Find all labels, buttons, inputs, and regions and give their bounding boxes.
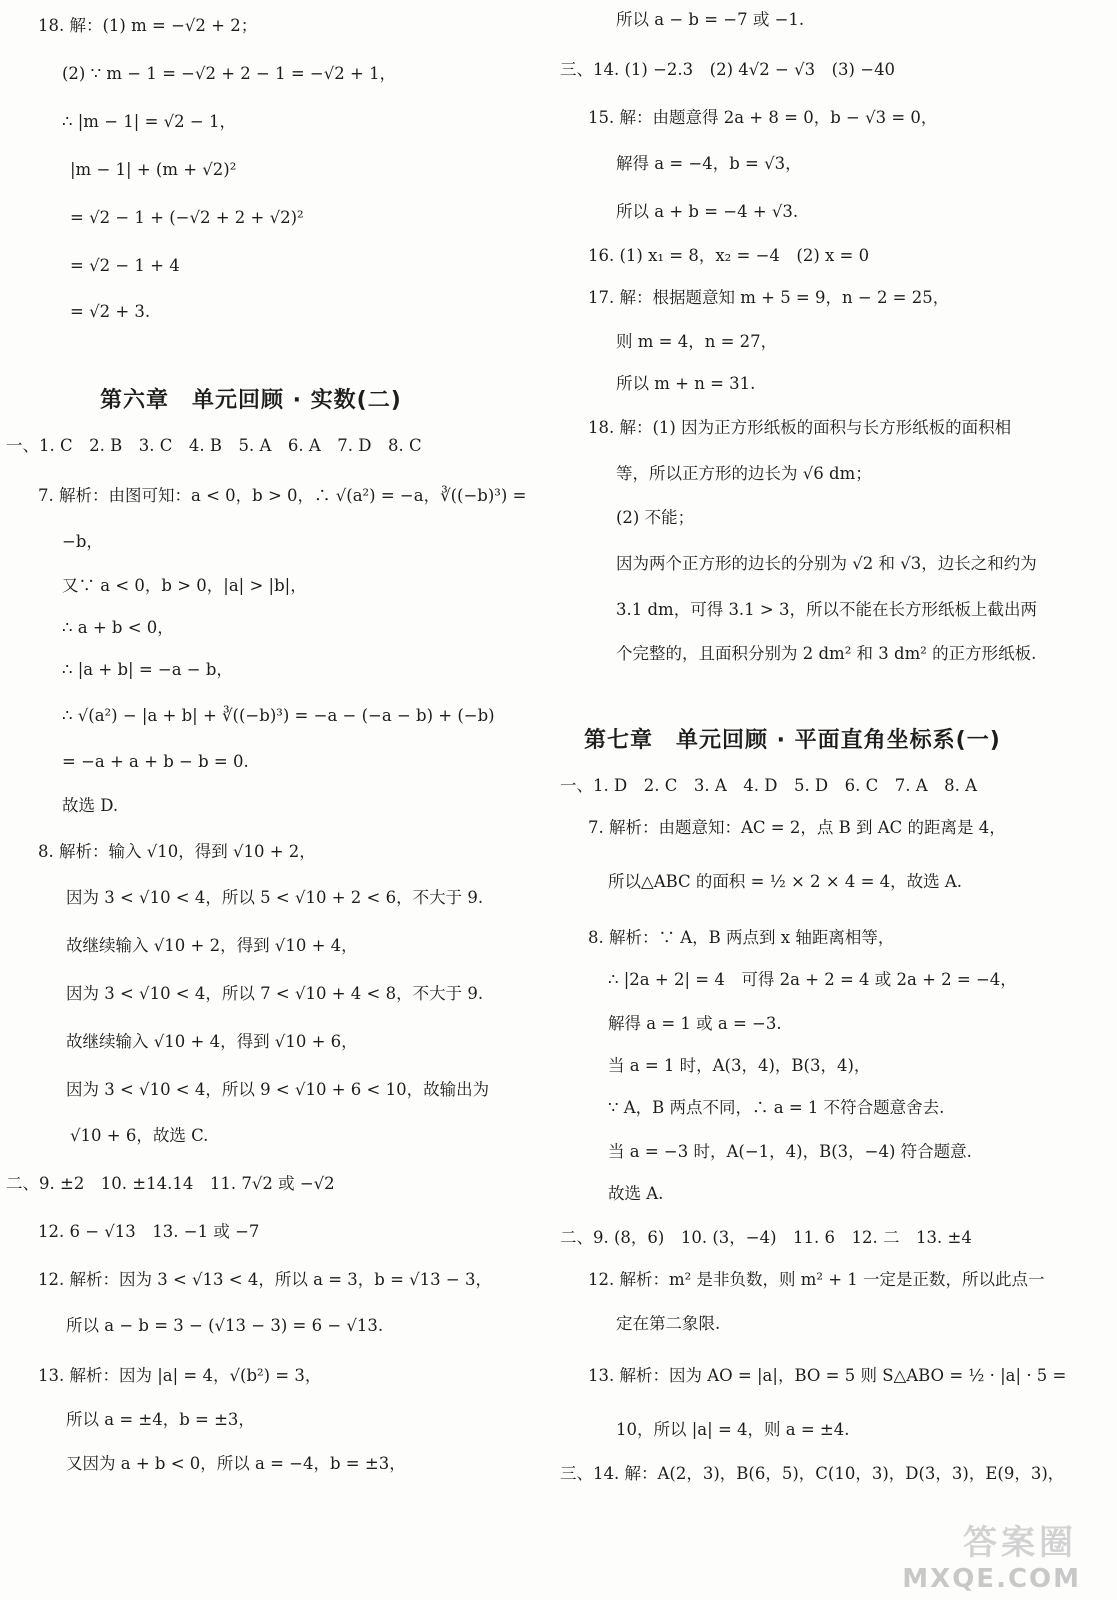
text-line: 因为 3 < √10 < 4，所以 7 < √10 + 4 < 8，不大于 9. — [66, 984, 484, 1003]
text-line: ∵ A，B 两点不同，∴ a = 1 不符合题意舍去. — [608, 1098, 945, 1117]
chapter-heading: 第六章 单元回顾 · 实数(二) — [100, 388, 402, 413]
watermark-logo: 答案圈 — [963, 1523, 1077, 1563]
text-line: 所以△ABC 的面积 = ½ × 2 × 4 = 4，故选 A. — [608, 872, 963, 891]
text-line: ∴ |a + b| = −a − b， — [62, 660, 233, 679]
text-line: 7. 解析：由图可知：a < 0，b > 0，∴ √(a²) = −a，∛((−b)³) = — [38, 486, 527, 505]
text-line: ∴ a + b < 0， — [62, 618, 174, 637]
text-line: 三、14. 解：A(2，3)，B(6，5)，C(10，3)，D(3，3)，E(9，3)， — [560, 1464, 1065, 1483]
text-line: ∴ |m − 1| = √2 − 1， — [62, 112, 236, 131]
text-line: 当 a = 1 时，A(3，4)，B(3，4)， — [608, 1056, 871, 1075]
text-line: 所以 m + n = 31. — [616, 374, 756, 393]
text-line: 10，所以 |a| = 4，则 a = ±4. — [616, 1420, 850, 1439]
text-line: = √2 + 3. — [70, 302, 151, 321]
text-line: 17. 解：根据题意知 m + 5 = 9，n − 2 = 25， — [588, 288, 950, 307]
text-line: 因为 3 < √10 < 4，所以 5 < √10 + 2 < 6，不大于 9. — [66, 888, 484, 907]
text-line: 解得 a = −4，b = √3， — [616, 154, 802, 173]
text-line: = √2 − 1 + 4 — [70, 256, 180, 275]
watermark-site: MXQE.COM — [902, 1564, 1081, 1594]
text-line: 则 m = 4，n = 27， — [616, 332, 778, 351]
text-line: 当 a = −3 时，A(−1，4)，B(3，−4) 符合题意. — [608, 1142, 972, 1161]
text-line: 12. 解析：因为 3 < √13 < 4，所以 a = 3，b = √13 − 3， — [38, 1270, 492, 1289]
text-line: 所以 a − b = 3 − (√13 − 3) = 6 − √13. — [66, 1316, 384, 1335]
text-line: 定在第二象限. — [616, 1314, 721, 1333]
text-line: (2) 不能； — [616, 508, 695, 527]
text-line: 故继续输入 √10 + 4，得到 √10 + 6， — [66, 1032, 358, 1051]
chapter-heading: 第七章 单元回顾 · 平面直角坐标系(一) — [584, 728, 1001, 753]
text-line: (2) ∵ m − 1 = −√2 + 2 − 1 = −√2 + 1， — [62, 64, 397, 83]
text-line: 一、1. C 2. B 3. C 4. B 5. A 6. A 7. D 8. C — [6, 436, 422, 455]
text-line: 又∵ a < 0，b > 0，|a| > |b|， — [62, 576, 307, 595]
text-line: 等，所以正方形的边长为 √6 dm； — [616, 464, 872, 483]
text-line: = −a + a + b − b = 0. — [62, 752, 249, 771]
text-line: 8. 解析：输入 √10，得到 √10 + 2， — [38, 842, 316, 861]
text-line: 所以 a − b = −7 或 −1. — [616, 10, 805, 29]
text-line: 8. 解析：∵ A，B 两点到 x 轴距离相等， — [588, 928, 895, 947]
text-line: 又因为 a + b < 0，所以 a = −4，b = ±3， — [66, 1454, 406, 1473]
text-line: 7. 解析：由题意知：AC = 2，点 B 到 AC 的距离是 4， — [588, 818, 1006, 837]
text-line: 一、1. D 2. C 3. A 4. D 5. D 6. C 7. A 8. A — [560, 776, 978, 795]
text-line: 因为两个正方形的边长的分别为 √2 和 √3，边长之和约为 — [616, 554, 1037, 573]
text-line: 故选 A. — [608, 1184, 664, 1203]
text-line: 所以 a = ±4，b = ±3， — [66, 1410, 255, 1429]
text-line: 12. 6 − √13 13. −1 或 −7 — [38, 1222, 260, 1241]
text-line: ∴ |2a + 2| = 4 可得 2a + 2 = 4 或 2a + 2 = −4， — [608, 970, 1017, 989]
text-line: = √2 − 1 + (−√2 + 2 + √2)² — [70, 208, 304, 227]
text-line: 15. 解：由题意得 2a + 8 = 0，b − √3 = 0， — [588, 108, 938, 127]
text-line: 12. 解析：m² 是非负数，则 m² + 1 一定是正数，所以此点一 — [588, 1270, 1045, 1289]
text-line: 13. 解析：因为 |a| = 4，√(b²) = 3， — [38, 1366, 322, 1385]
text-line: ∴ √(a²) − |a + b| + ∛((−b)³) = −a − (−a − b) + (−b) — [62, 706, 495, 725]
text-line: 13. 解析：因为 AO = |a|，BO = 5 则 S△ABO = ½ · |a| · 5 = — [588, 1366, 1067, 1385]
text-line: 个完整的，且面积分别为 2 dm² 和 3 dm² 的正方形纸板. — [616, 644, 1037, 663]
text-line: −b， — [62, 532, 103, 551]
text-line: 16. (1) x₁ = 8，x₂ = −4 (2) x = 0 — [588, 246, 870, 265]
text-line: 3.1 dm，可得 3.1 > 3，所以不能在长方形纸板上截出两 — [616, 600, 1037, 619]
text-line: √10 + 6，故选 C. — [70, 1126, 209, 1145]
text-line: 18. 解：(1) 因为正方形纸板的面积与长方形纸板的面积相 — [588, 418, 1012, 437]
text-line: 故选 D. — [62, 796, 119, 815]
text-line: 故继续输入 √10 + 2，得到 √10 + 4， — [66, 936, 358, 955]
text-line: 所以 a + b = −4 + √3. — [616, 202, 799, 221]
text-line: 因为 3 < √10 < 4，所以 9 < √10 + 6 < 10，故输出为 — [66, 1080, 490, 1099]
text-line: 二、9. ±2 10. ±14.14 11. 7√2 或 −√2 — [6, 1174, 335, 1193]
text-line: 解得 a = 1 或 a = −3. — [608, 1014, 782, 1033]
text-line: 18. 解：(1) m = −√2 + 2； — [38, 16, 258, 35]
text-line: 三、14. (1) −2.3 (2) 4√2 − √3 (3) −40 — [560, 60, 896, 79]
text-line: 二、9. (8，6) 10. (3，−4) 11. 6 12. 二 13. ±4 — [560, 1228, 972, 1247]
text-line: |m − 1| + (m + √2)² — [70, 160, 237, 179]
